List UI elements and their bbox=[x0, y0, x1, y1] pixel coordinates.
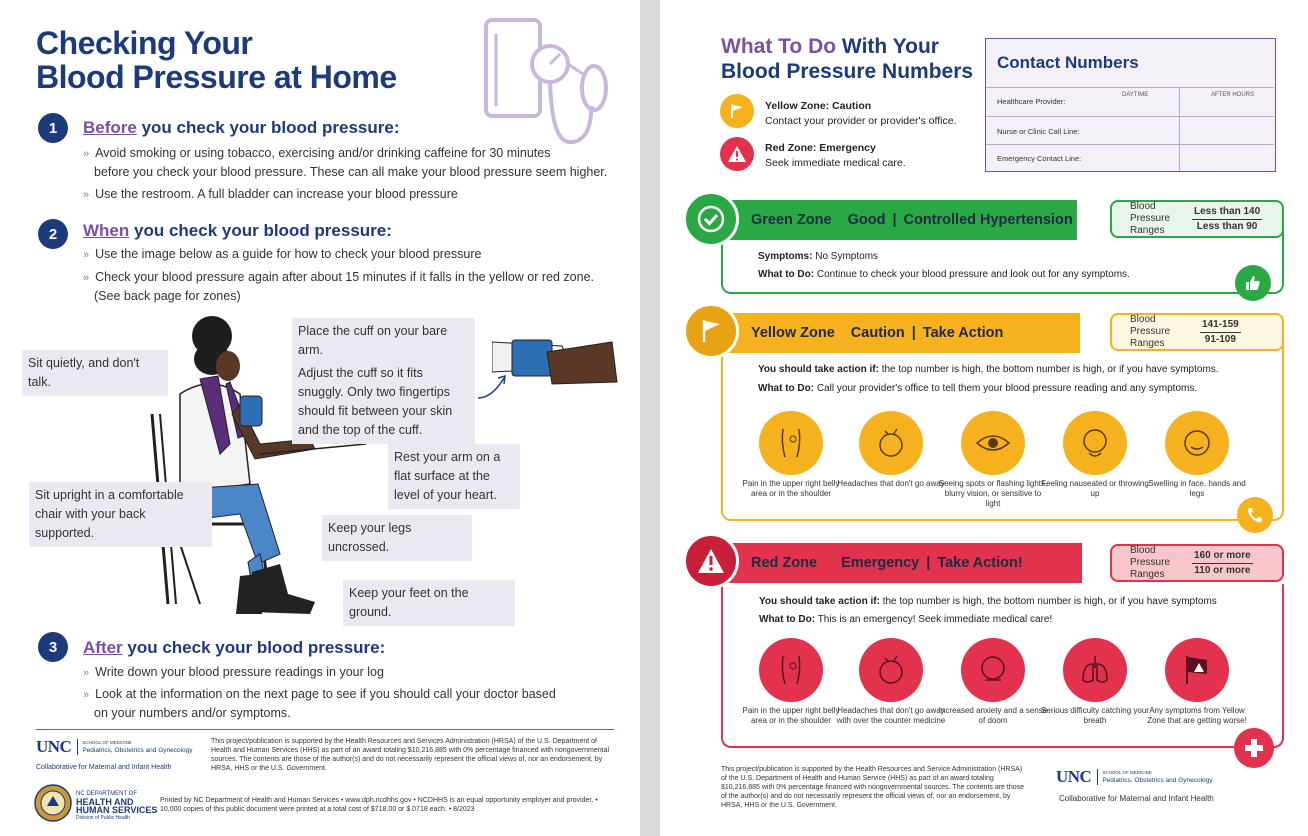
green-what-to-do: What to Do: Continue to check your blood pressure and look out for any symptoms. bbox=[758, 269, 1130, 280]
callout-rest-arm: Rest your arm on a flat surface at the level of your heart. bbox=[388, 444, 520, 509]
footer-divider bbox=[36, 729, 614, 730]
yellow-symptom-label: Swelling in face, hands and legs bbox=[1148, 479, 1246, 498]
collaborative-name: Collaborative for Maternal and Infant Health bbox=[36, 764, 172, 771]
flag-warning-icon bbox=[1165, 638, 1229, 702]
step-3-bullets: » Write down your blood pressure readings in your log » Look at the information on the next page to see if you should call your doctor based on your numbers and/or symptoms. bbox=[83, 665, 556, 720]
col-daytime: DAYTIME bbox=[1122, 92, 1149, 98]
contact-title: Contact Numbers bbox=[997, 53, 1139, 72]
red-range-box: Blood Pressure Ranges 160 or more 110 or more bbox=[1110, 544, 1284, 582]
step-number-2: 2 bbox=[38, 219, 68, 249]
red-symptom-label: Pain in the upper right belly area or in the shoulder bbox=[742, 706, 840, 725]
red-symptom-label: Increased anxiety and a sense of doom bbox=[938, 706, 1048, 725]
thumbs-up-icon bbox=[1235, 265, 1271, 301]
callout-sit-upright: Sit upright in a comfortable chair with your back supported. bbox=[29, 482, 212, 547]
red-symptom-label: Serious difficulty catching your breath bbox=[1041, 706, 1149, 725]
unc-logo: UNC SCHOOL OF MEDICINE Pediatrics, Obstetrics and Gynecology bbox=[1056, 767, 1213, 786]
callout-feet-ground: Keep your feet on the ground. bbox=[343, 580, 515, 626]
red-take-action: You should take action if: the top number is high, the bottom number is high, or if you have symptoms bbox=[759, 596, 1217, 607]
column-divider bbox=[1179, 87, 1180, 171]
step-2-bullets: » Use the image below as a guide for how to check your blood pressure » Check your blood pressure again after about 15 minutes if it falls in the yellow or red zone. (See back page for zones) bbox=[83, 247, 595, 303]
yellow-symptom-label: Headaches that don't go away bbox=[837, 479, 945, 488]
callout-legs-uncrossed: Keep your legs uncrossed. bbox=[322, 515, 472, 561]
contact-row-nurse: Nurse or Clinic Call Line: bbox=[997, 127, 1080, 136]
step-number-3: 3 bbox=[38, 632, 68, 662]
red-symptom-label: Headaches that don't go away with over the counter medicine bbox=[836, 706, 946, 725]
legend-yellow: Yellow Zone: Caution Contact your provider or provider's office. bbox=[765, 100, 957, 127]
right-page bbox=[660, 0, 1308, 836]
yellow-zone-bar: Yellow Zone Caution | Take Action bbox=[712, 313, 1080, 353]
step-number-1: 1 bbox=[38, 113, 68, 143]
printed-statement: Printed by NC Department of Health and Human Services • www.dph.ncdhhs.gov • NCDHHS is an equal opportunity employer and provider. • 10,000 copies of this public document were printed at a total cost of $718.00 or $.0718 each. • 8/2023 bbox=[160, 797, 598, 813]
belly-pain-icon bbox=[759, 638, 823, 702]
page-title: Checking Your Blood Pressure at Home bbox=[36, 25, 397, 95]
nc-seal-icon bbox=[34, 784, 72, 822]
blood-pressure-monitor-icon bbox=[482, 16, 614, 151]
callout-sit-quietly: Sit quietly, and don't talk. bbox=[22, 350, 168, 396]
yellow-symptom-label: Seeing spots or flashing lights, blurry vision, or sensitive to light bbox=[938, 479, 1048, 508]
ncdhhs-logo: NC DEPARTMENT OF HEALTH AND HUMAN SERVICES Division of Public Health bbox=[76, 791, 158, 821]
green-zone-bar: Green Zone Good | Controlled Hypertension bbox=[712, 200, 1077, 240]
col-after-hours: AFTER HOURS bbox=[1211, 92, 1255, 98]
contact-row-emergency: Emergency Contact Line: bbox=[997, 154, 1082, 163]
swelling-icon bbox=[1165, 411, 1229, 475]
yellow-symptom-label: Pain in the upper right belly area or in the shoulder bbox=[742, 479, 840, 498]
red-what-to-do: What to Do: This is an emergency! Seek immediate medical care! bbox=[759, 614, 1053, 625]
arrow-icon bbox=[474, 370, 510, 402]
red-symptom-label: Any symptoms from Yellow Zone that are getting worse! bbox=[1147, 706, 1247, 725]
row-divider bbox=[986, 144, 1274, 145]
step-1-heading: Before you check your blood pressure: bbox=[83, 118, 400, 137]
vision-icon bbox=[961, 411, 1025, 475]
grant-statement: This project/publication is supported by the Health Resources and Services Administration (HRSA) of the U.S. Department of Health and Human Services (HHS) as part of an award totaling $10,216,885 with 0% percentage financed with nongovernmental sources. The contents are those of the author(s) and do not necessarily represent the official views of, nor an endorsement, by HRSA, HHS or the U.S. Government. bbox=[211, 738, 610, 772]
lungs-icon bbox=[1063, 638, 1127, 702]
collaborative-name: Collaborative for Maternal and Infant Health bbox=[1059, 794, 1214, 803]
warning-icon bbox=[720, 137, 754, 171]
anxiety-icon bbox=[961, 638, 1025, 702]
callout-cuff: Place the cuff on your bare arm. Adjust the cuff so it fits snuggly. Only two fingertips should fit between your skin and the top of the cuff. bbox=[292, 318, 475, 444]
unc-logo: UNC SCHOOL OF MEDICINE Pediatrics, Obstetrics and Gynecology bbox=[36, 737, 193, 756]
contact-row-provider: Healthcare Provider: bbox=[997, 97, 1066, 106]
headache-icon bbox=[859, 638, 923, 702]
phone-icon bbox=[1237, 497, 1273, 533]
green-range-box: Blood Pressure Ranges Less than 140 Less than 90 bbox=[1110, 200, 1284, 238]
yellow-symptom-label: Feeling nauseated or throwing up bbox=[1041, 479, 1149, 498]
row-divider bbox=[986, 87, 1274, 88]
yellow-take-action: You should take action if: the top number is high, the bottom number is high, or if you have symptoms. bbox=[758, 364, 1219, 375]
grant-statement: This project/publication is supported by the Health Resources and Service Administration (HRSA) of the U.S. Department of Health and Human Service (HHS) as part of an award totaling $10,216,885 with 0% percentage financed with nongovernmental sources. The contents are those of the author(s) and do not necessarily represent the official views of, nor an endorsement, by HRSA, HHS or the U.S. Government. bbox=[721, 766, 1025, 809]
right-page-title: What To Do With Your Blood Pressure Numbers bbox=[721, 35, 974, 83]
row-divider bbox=[986, 116, 1274, 117]
step-1-bullets: » Avoid smoking or using tobacco, exercising and/or drinking caffeine for 30 minutes before you check your blood pressure. These can all make your blood pressure seem higher. » Use the restroom. A full bladder can increase your blood pressure bbox=[83, 146, 608, 201]
medical-cross-icon bbox=[1234, 728, 1274, 768]
belly-pain-icon bbox=[759, 411, 823, 475]
flag-icon bbox=[720, 94, 754, 128]
cuff-fit-illustration bbox=[492, 322, 620, 392]
legend-red: Red Zone: Emergency Seek immediate medical care. bbox=[765, 142, 906, 169]
yellow-what-to-do: What to Do: Call your provider's office to tell them your blood pressure reading and any symptoms. bbox=[758, 383, 1198, 394]
contact-numbers-box bbox=[985, 38, 1276, 172]
left-page bbox=[0, 0, 640, 836]
red-zone-bar: Red Zone Emergency | Take Action! bbox=[712, 543, 1082, 583]
headache-icon bbox=[859, 411, 923, 475]
flag-icon bbox=[683, 303, 739, 359]
yellow-range-box: Blood Pressure Ranges 141-159 91-109 bbox=[1110, 313, 1284, 351]
step-2-heading: When you check your blood pressure: bbox=[83, 221, 392, 240]
green-symptoms: Symptoms: No Symptoms bbox=[758, 251, 879, 262]
step-3-heading: After you check your blood pressure: bbox=[83, 638, 386, 657]
checkmark-icon bbox=[683, 191, 739, 247]
warning-icon bbox=[683, 533, 739, 589]
nausea-icon bbox=[1063, 411, 1127, 475]
